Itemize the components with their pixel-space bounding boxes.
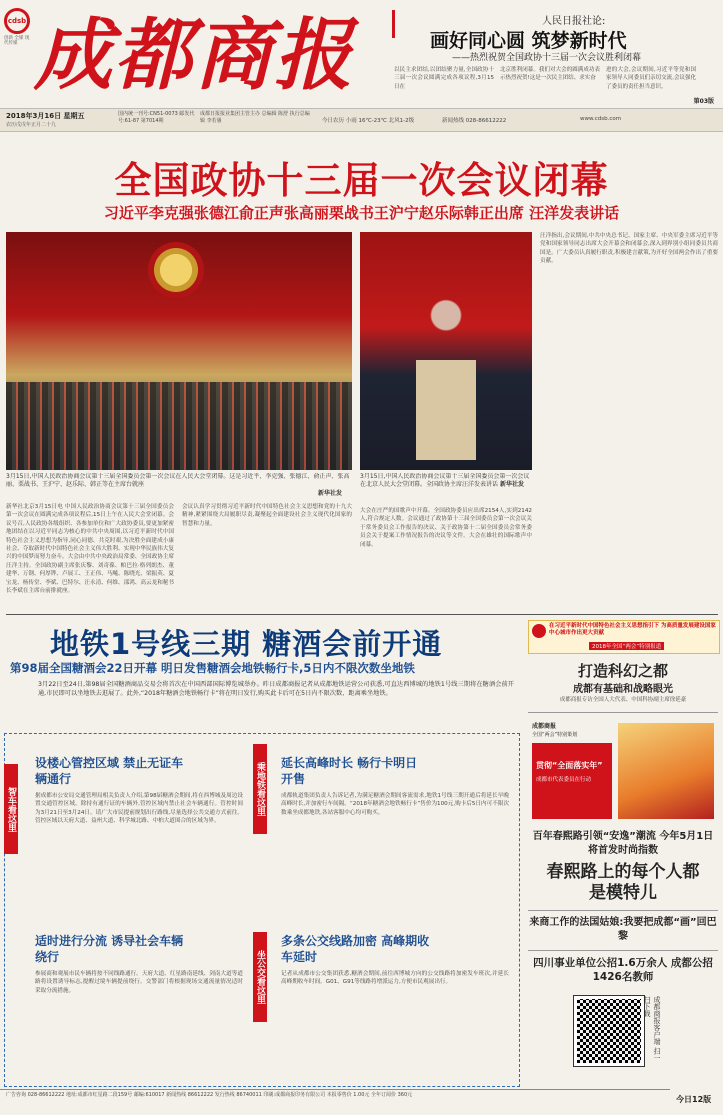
box2-body: 参展商和观展市民车辆将按不同线路通行。天府大道、红星路南延线、剑南大道等道路将设置诱导标志,提醒过境车辆提前绕行。交警部门将根据现场交通流量情况适时采取分流措施。 — [35, 971, 243, 994]
feature-sub: 全国“两会”特别策划 — [532, 732, 578, 738]
feature-title: 贯彻“全面落实年” — [536, 761, 603, 770]
lectern — [416, 360, 476, 460]
lead-body-mid2: 大会在庄严的国歌声中开幕。全国政协委员应出席2154人,实到2142人,符合规定人数。会议通过了政协第十三届全国委员会第一次会议关于常务委员会工作报告的决议、关于政协第十二届全国委员会常务委员会关于提案工作情况报告的决议等文件。大会在雄壮的国际歌声中闭幕。 — [360, 508, 532, 548]
box3-body: 成都轨道集团负责人告诉记者,为满足糖酒会期间客流需求,地铁1号线三期开通后将延长早晚高峰时长,并加密行车间隔。“2018年糖酒会地铁畅行卡”售价为100元,购卡后5日内可不限次数乘坐成都地铁,各站客服中心均可购买。 — [281, 793, 509, 816]
editorial-page-ref: 第03版 — [693, 98, 714, 105]
sidebar-item2-title[interactable]: 百年春熙路引领“安逸”潮流 今年5月1日将首发时尚指数 — [532, 831, 714, 856]
party-emblem-icon — [532, 624, 546, 638]
footer-info: 广告咨询 028-86612222 地址:成都市红星路二段159号 邮编:610017 新闻热线 86612222 发行热线 86740011 印刷:成都商报印务有限公司 本报零售价 1.00元 全年订阅价 360元 — [0, 1089, 670, 1111]
page-count: 今日12版 — [676, 1095, 712, 1104]
lead-headline: 全国政协十三届一次会议闭幕 — [114, 159, 609, 202]
photo2-caption-text: 3月15日,中国人民政治协商会议第十三届全国委员会第一次会议在北京人民大会堂闭幕。全国政协主席汪洋发表讲话 — [360, 473, 530, 489]
publisher-info: 成都日报报业集团主管主办 总编辑 陈舒 执行总编辑 李若愚 — [200, 111, 310, 124]
box1-body: 据成都市公安局交通管理局相关负责人介绍,第98届糖酒会期间,将在西博城及周边设置交通管控区域。除持有通行证的车辆外,管控区域内禁止社会车辆通行。管控时间为3月21日至3月24日。请广大市民提前规划出行路线,尽量选择公共交通方式前往。管控区域以天府大道、益州大道、科学城北路、中柏大道围合的区域为界。 — [35, 793, 243, 825]
feature-card[interactable] — [532, 743, 612, 819]
site-url: www.cdsb.com — [580, 116, 622, 122]
masthead-title: 成都商报 — [34, 10, 355, 101]
speaker-photo — [360, 232, 532, 470]
section-divider — [6, 614, 718, 615]
editorial-excerpt-1: 以民主求团结,以团结聚力量,全国政协十三届一次会议圆满完成各项议程,3月15日在 — [394, 67, 494, 90]
lunar-date: 农历戊戌年正月二十九 — [6, 122, 57, 128]
sidebar-item5-title[interactable]: 四川事业单位公招1.6万余人 成都公招1426名教师 — [533, 957, 713, 984]
feature-illustration — [618, 723, 714, 819]
tab-metro: 乘地铁看这里 — [253, 744, 267, 834]
sidebar-divider-1 — [528, 910, 718, 911]
sidebar-item1-title[interactable]: 打造科幻之都 — [577, 662, 668, 680]
feature-desc: 成都市代表委员在行动 — [536, 777, 592, 784]
editorial-accent — [392, 10, 395, 38]
sidebar-item4-title[interactable]: 来商工作的法国姑娘:我要把成都“画”回巴黎 — [529, 917, 717, 942]
metro-intro: 3月22日至24日,第98届全国糖酒商品交易会将首次在中国西部国际博览城举办。昨日成都商报记者从成都地铁运营公司获悉,可直达西博城的地铁1号线三期将在糖酒会前开通,市民即可以坐地铁去逛展了。此外,“2018年糖酒会地铁畅行卡”将在明日发行,购买此卡后可在5日内不限次数、距离乘坐地铁。 — [38, 681, 514, 698]
hotline: 新闻热线 028-86612222 — [442, 118, 507, 124]
lead-body-mid: 会议认真学习贯彻习近平新时代中国特色社会主义思想和党的十九大精神,紧紧围绕大局履职尽责,凝聚起全面建设社会主义现代化国家的智慧和力量。 — [182, 504, 352, 527]
box2-title: 适时进行分流 诱导社会车辆绕行 — [35, 934, 184, 964]
edition-date: 2018年3月16日 星期五 — [6, 112, 85, 120]
photo2-credit: 新华社发 — [499, 481, 524, 489]
box4-body: 记者从成都市公交集团获悉,糖酒会期间,前往西博城方向的公交线路将加密发车班次,并延长高峰期收车时间。G01、G91等线路将增派运力,方便市民观展出行。 — [281, 971, 509, 986]
info-strip — [0, 108, 723, 132]
sidebar-item1-sub: 成都有基础和战略眼光 — [573, 684, 673, 695]
sidebar-divider-2 — [528, 950, 718, 951]
tab-bus: 坐公交看这里 — [253, 932, 267, 1022]
corner-logo — [4, 8, 34, 68]
tab-drive: 智车看这里 — [4, 764, 18, 854]
sidebar-item3-title[interactable]: 春熙路上的每个人都是模特儿 — [546, 862, 700, 904]
editorial-label: 人民日报社论: — [542, 16, 606, 27]
cdsb-logo-icon: cdsb — [4, 8, 30, 34]
feature-tag: 成都商报 — [532, 723, 557, 730]
podium-rows — [6, 382, 352, 470]
qr-label: 成都商报客户端 扫一扫下载 — [643, 996, 661, 1062]
corner-label: 创新 全媒 现代传媒 — [4, 36, 30, 47]
cppcc-emblem-icon — [148, 242, 204, 298]
banner-text: 在习近平新时代中国特色社会主义思想指引下 为高质量发展建设国家中心城市作出更大贡献 — [549, 623, 716, 637]
editorial-title: 画好同心圆 筑梦新时代 — [430, 30, 627, 52]
issue-info: 国内统一刊号:CN51-0073 邮发代号:61-87 第7014期 — [118, 111, 195, 124]
plenary-photo — [6, 232, 352, 470]
box1-title: 设楼心管控区域 禁止无证车辆通行 — [35, 756, 184, 786]
lead-subhead: 习近平李克强张德江俞正声张高丽栗战书王沪宁赵乐际韩正出席 汪洋发表讲话 — [103, 204, 620, 222]
box4-title: 多条公交线路加密 高峰期收车延时 — [281, 934, 430, 964]
sidebar-banner — [528, 620, 720, 654]
editorial-excerpt-2: 北京胜利闭幕。我们对大会的圆满成功表示热烈祝贺!这是一次民主团结、求实奋 — [500, 67, 600, 82]
editorial-box — [392, 10, 718, 106]
editorial-subtitle: ——热烈祝贺全国政协十三届一次会议胜利闭幕 — [452, 53, 642, 63]
editorial-excerpt-3: 进的大会,会议期间,习近平等党和国家领导人同委员们亲切交流,会议强化了委员的责任担当意识。 — [606, 67, 696, 90]
metro-feature-box — [4, 733, 520, 1087]
lead-body-right: 汪洋指出,会议期间,中共中央总书记、国家主席、中央军委主席习近平等党和国家领导同志出席大会开幕会和闭幕会,深入到界别小组同委员共商国是。广大委员认真履行职责,积极建言献策,为开好全国两会作出了重要贡献。 — [540, 233, 718, 265]
photo1-caption — [6, 473, 352, 499]
sidebar-feature — [528, 712, 718, 823]
metro-headline: 地铁1号线三期 糖酒会前开通 — [50, 627, 443, 661]
sidebar-item1-desc: 成都商报专访全国人大代表、中国科协副主席徐延豪 — [559, 697, 687, 703]
banner-tag: 2018年全国“两会”特别报道 — [589, 642, 664, 650]
photo1-caption-text: 3月15日,中国人民政治协商会议第十三届全国委员会第一次会议在人民大会堂闭幕。这是习近平、李克强、张德江、俞正声、张高丽、栗战书、王沪宁、赵乐际、韩正等在主席台就座 — [6, 473, 350, 489]
box3-title: 延长高峰时长 畅行卡明日开售 — [281, 756, 418, 786]
lead-body-left: 新华社北京3月15日电 中国人民政治协商会议第十三届全国委员会第一次会议在圆满完成各项议程后,15日上午在人民大会堂闭幕。会议号召,人民政协各级组织、各参加单位和广大政协委员,要更加紧密地团结在以习近平同志为核心的中共中央周围,以习近平新时代中国特色社会主义思想为指导,同心同德、共克时艰,为决胜全面建成小康社会、夺取新时代中国特色社会主义伟大胜利、实现中华民族伟大复兴的中国梦而努力奋斗。大会由中共中央政治局常委、全国政协主席汪洋主持。全国政协副主席张庆黎、刘奇葆、帕巴拉·格列朗杰、董建华、万钢、何厚铧、卢展工、王正伟、马飚、陈晓光、梁振英、夏宝龙、杨传堂、李斌、巴特尔、汪永清、何维、邵鸿、高云龙和秘书长李斌在主席台前排就座。 — [6, 504, 174, 594]
photo1-credit: 新华社发 — [318, 490, 343, 497]
qr-code-icon[interactable] — [574, 996, 644, 1066]
weather: 今日农历 小雨 16℃-23℃ 北风1-2级 — [322, 118, 415, 124]
metro-subhead: 第98届全国糖酒会22日开幕 明日发售糖酒会地铁畅行卡,5日内不限次数坐地铁 — [10, 661, 415, 675]
photo2-caption — [360, 473, 532, 503]
